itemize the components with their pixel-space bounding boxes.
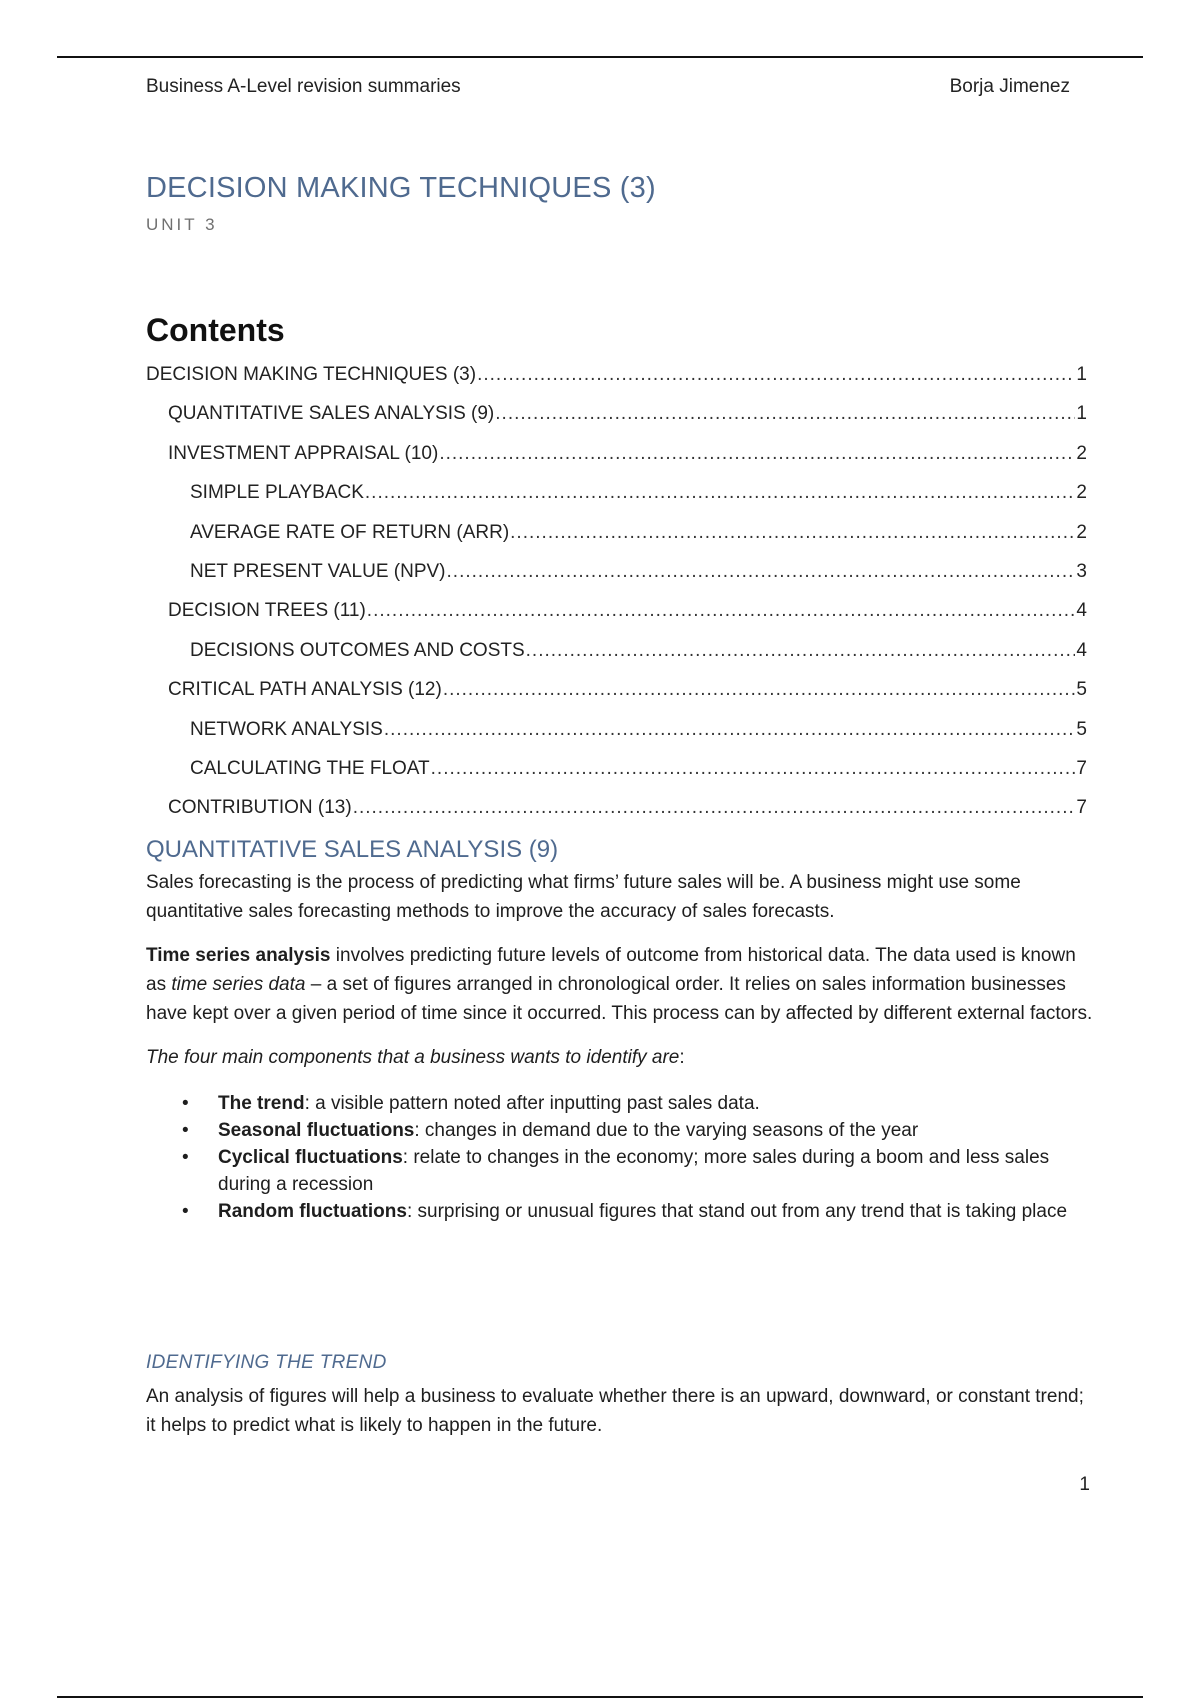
toc-leader: [384, 719, 1076, 741]
bullet-icon: •: [182, 1201, 189, 1222]
footer-rule: [57, 1696, 1143, 1698]
subsection-heading: IDENTIFYING THE TREND: [146, 1352, 387, 1373]
toc-entry[interactable]: [146, 679, 1087, 718]
toc-leader: [447, 561, 1076, 583]
toc-entry[interactable]: [146, 403, 1087, 442]
toc-leader: [439, 443, 1075, 465]
toc-leader: [510, 522, 1075, 544]
toc-entry-page: 7: [1076, 797, 1087, 819]
toc-entry-page: 4: [1076, 639, 1087, 661]
toc-entry[interactable]: [146, 364, 1087, 403]
toc-leader: [526, 640, 1076, 662]
toc-entry[interactable]: [146, 600, 1087, 639]
toc-entry-title: CONTRIBUTION (13): [168, 797, 352, 819]
toc-entry-page: 5: [1076, 679, 1087, 701]
section-heading: QUANTITATIVE SALES ANALYSIS (9): [146, 836, 559, 863]
header-left-text: Business A-Level revision summaries: [146, 76, 461, 97]
page-number: 1: [1079, 1474, 1090, 1495]
list-item: • Random fluctuations: surprising or unusual figures that stand out from any trend that is taking place: [146, 1198, 1096, 1225]
toc-entry-page: 2: [1076, 521, 1087, 543]
toc-entry[interactable]: [146, 482, 1087, 521]
subsection-paragraph: An analysis of figures will help a business to evaluate whether there is an upward, downward, or constant trend; it helps to predict what is likely to happen in the future.: [146, 1386, 1084, 1436]
toc-entry-title: CALCULATING THE FLOAT: [190, 757, 430, 779]
toc-leader: [365, 482, 1076, 504]
table-of-contents: [146, 364, 1087, 837]
toc-entry-page: 4: [1076, 600, 1087, 622]
toc-leader: [443, 679, 1076, 701]
toc-entry[interactable]: [146, 522, 1087, 561]
bullet-icon: •: [182, 1147, 189, 1168]
toc-entry-title: DECISIONS OUTCOMES AND COSTS: [190, 639, 525, 661]
toc-entry-page: 2: [1076, 442, 1087, 464]
list-item: • The trend: a visible pattern noted after inputting past sales data.: [146, 1090, 1096, 1117]
paragraph: Sales forecasting is the process of predicting what firms’ future sales will be. A business might use some quantitative sales forecasting methods to improve the accuracy of sales forecasts.: [146, 872, 1021, 922]
toc-leader: [353, 797, 1076, 819]
toc-leader: [431, 758, 1076, 780]
toc-entry-title: DECISION TREES (11): [168, 600, 366, 622]
list-item: • Seasonal fluctuations: changes in demand due to the varying seasons of the year: [146, 1117, 1096, 1144]
toc-entry-title: NET PRESENT VALUE (NPV): [190, 560, 446, 582]
toc-entry-page: 7: [1076, 757, 1087, 779]
toc-entry[interactable]: [146, 640, 1087, 679]
toc-entry-title: AVERAGE RATE OF RETURN (ARR): [190, 521, 510, 543]
toc-leader: [477, 364, 1075, 386]
term: Time series analysis: [146, 945, 331, 966]
toc-entry[interactable]: [146, 719, 1087, 758]
section-body: [146, 868, 1096, 1225]
list-intro: The four main components that a business wants to identify are:: [146, 1047, 685, 1068]
toc-entry[interactable]: [146, 758, 1087, 797]
toc-entry-page: 2: [1076, 482, 1087, 504]
toc-entry-page: 1: [1076, 403, 1087, 425]
contents-heading: Contents: [146, 312, 285, 348]
toc-entry-title: NETWORK ANALYSIS: [190, 718, 383, 740]
toc-entry-title: SIMPLE PLAYBACK: [190, 482, 364, 504]
toc-entry-page: 5: [1076, 718, 1087, 740]
toc-entry-page: 3: [1076, 560, 1087, 582]
header-rule: [57, 56, 1143, 58]
toc-entry-title: QUANTITATIVE SALES ANALYSIS (9): [168, 403, 495, 425]
toc-leader: [495, 403, 1075, 425]
toc-entry-title: DECISION MAKING TECHNIQUES (3): [146, 364, 477, 385]
bullet-icon: •: [182, 1093, 189, 1114]
toc-entry[interactable]: [146, 797, 1087, 836]
italic-term: time series data: [171, 974, 306, 995]
toc-entry[interactable]: [146, 561, 1087, 600]
toc-entry-title: CRITICAL PATH ANALYSIS (12): [168, 679, 442, 701]
toc-leader: [367, 600, 1076, 622]
bullet-icon: •: [182, 1120, 189, 1141]
toc-entry-title: INVESTMENT APPRAISAL (10): [168, 442, 439, 464]
header-author: Borja Jimenez: [949, 76, 1070, 97]
page-header: [146, 76, 1070, 98]
list-item: • Cyclical fluctuations: relate to changes in the economy; more sales during a boom and less sales during a recession: [146, 1144, 1096, 1198]
paragraph: Time series analysis involves predicting future levels of outcome from historical data. The data used is known as time series data – a set of figures arranged in chronological order. It relies on sales information businesses have kept over a given period of time since it occurred. This process can by affected by different external factors.: [146, 945, 1093, 1024]
document-subtitle: UNIT 3: [146, 215, 218, 234]
toc-entry-page: 1: [1076, 364, 1087, 385]
document-title: DECISION MAKING TECHNIQUES (3): [146, 172, 656, 204]
components-list: [146, 1090, 1096, 1225]
toc-entry[interactable]: [146, 443, 1087, 482]
